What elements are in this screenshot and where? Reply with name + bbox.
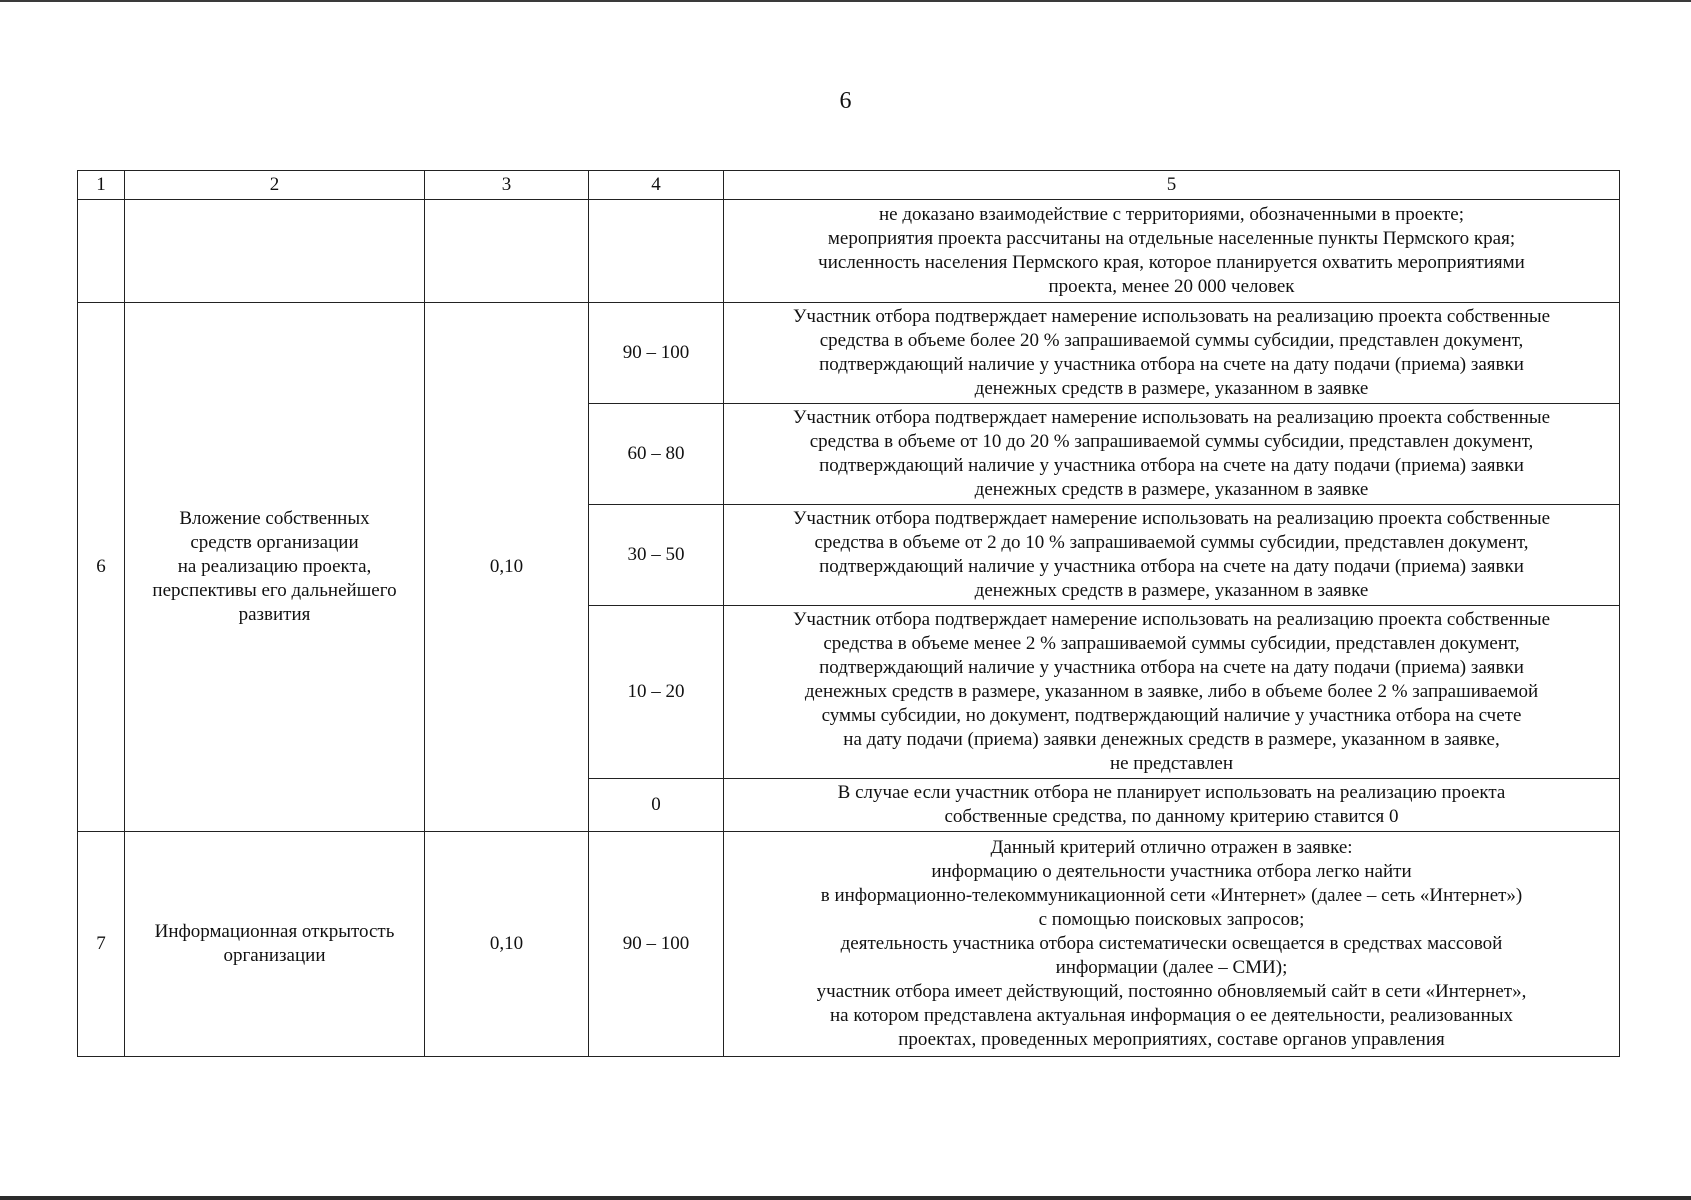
score-description: Участник отбора подтверждает намерение использовать на реализацию проекта собственные средства в объеме более 20 % запрашиваемой суммы субсидии, представлен документ, подтверждающий наличие у участника отбора на счете на дату подачи (приема) заявки денежных средств в размере, указанном в заявке (724, 303, 1620, 404)
column-header: 1 (78, 171, 125, 200)
row-number: 6 (78, 303, 125, 832)
page-number: 6 (839, 88, 852, 114)
criterion-name: Информационная открытость организации (125, 832, 425, 1057)
score-description: Данный критерий отлично отражен в заявке: информацию о деятельности участника отбора легко найти в информационно-телекоммуникационной сети «Интернет» (далее – сеть «Интернет») с помощью поисковых запросов; деятельность участника отбора систематически освещается в средствах массовой информации (далее – СМИ); участник отбора имеет действующий, постоянно обновляемый сайт в сети «Интернет», на котором представлена актуальная информация о ее деятельности, реализованных проектах, проведенных мероприятиях, составе органов управления (724, 832, 1620, 1057)
score-description: Участник отбора подтверждает намерение использовать на реализацию проекта собственные средства в объеме от 10 до 20 % запрашиваемой суммы субсидии, представлен документ, подтверждающий наличие у участника отбора на счете на дату подачи (приема) заявки денежных средств в размере, указанном в заявке (724, 404, 1620, 505)
column-header: 4 (589, 171, 724, 200)
table-row (78, 832, 1620, 1057)
empty-cell (125, 200, 425, 303)
row-number: 7 (78, 832, 125, 1057)
score-range: 90 – 100 (589, 303, 724, 404)
score-range: 10 – 20 (589, 606, 724, 779)
criterion-weight: 0,10 (425, 303, 589, 832)
score-range: 90 – 100 (589, 832, 724, 1057)
criteria-table (77, 170, 1620, 1057)
score-range: 60 – 80 (589, 404, 724, 505)
score-description: Участник отбора подтверждает намерение использовать на реализацию проекта собственные средства в объеме от 2 до 10 % запрашиваемой суммы субсидии, представлен документ, подтверждающий наличие у участника отбора на счете на дату подачи (приема) заявки денежных средств в размере, указанном в заявке (724, 505, 1620, 606)
scan-edge-top (0, 0, 1691, 2)
scan-edge-bottom (0, 1196, 1691, 1200)
empty-cell (78, 200, 125, 303)
column-header: 5 (724, 171, 1620, 200)
score-range: 0 (589, 779, 724, 832)
empty-cell (425, 200, 589, 303)
score-description: В случае если участник отбора не планирует использовать на реализацию проекта собственные средства, по данному критерию ставится 0 (724, 779, 1620, 832)
criterion-weight: 0,10 (425, 832, 589, 1057)
continuation-description: не доказано взаимодействие с территориями, обозначенными в проекте; мероприятия проекта рассчитаны на отдельные населенные пункты Пермского края; численность населения Пермского края, которое планируется охватить мероприятиями проекта, менее 20 000 человек (724, 200, 1620, 303)
empty-cell (589, 200, 724, 303)
table-header-row (78, 171, 1620, 200)
score-description: Участник отбора подтверждает намерение использовать на реализацию проекта собственные средства в объеме менее 2 % запрашиваемой суммы субсидии, представлен документ, подтверждающий наличие у участника отбора на счете на дату подачи (приема) заявки денежных средств в размере, указанном в заявке, либо в объеме более 2 % запрашиваемой суммы субсидии, но документ, подтверждающий наличие у участника отбора на счете на дату подачи (приема) заявки денежных средств в размере, указанном в заявке, не представлен (724, 606, 1620, 779)
continuation-row (78, 200, 1620, 303)
table-row (78, 303, 1620, 404)
criterion-name: Вложение собственных средств организации на реализацию проекта, перспективы его дальнейшего развития (125, 303, 425, 832)
column-header: 2 (125, 171, 425, 200)
column-header: 3 (425, 171, 589, 200)
score-range: 30 – 50 (589, 505, 724, 606)
